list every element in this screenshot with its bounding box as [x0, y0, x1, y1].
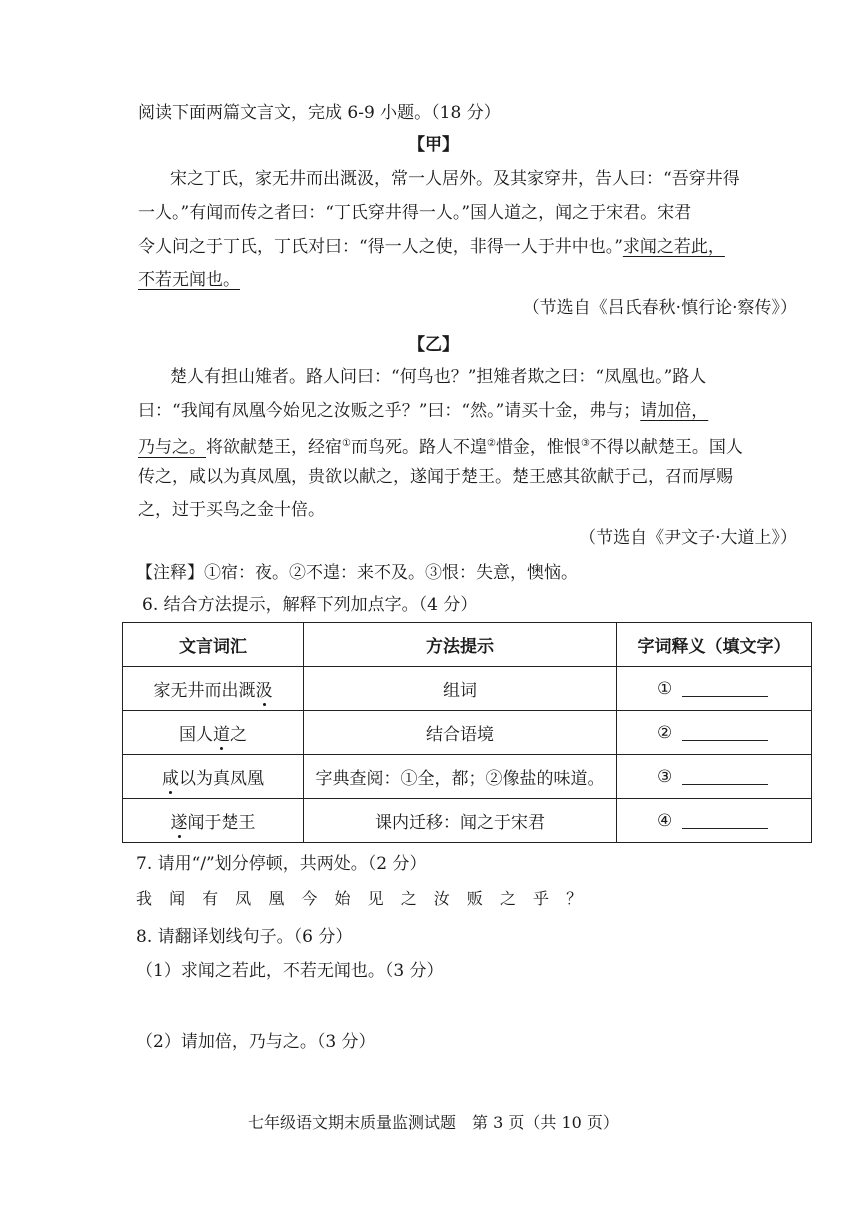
- hint-cell: 课内迁移：闻之于宋君: [304, 799, 617, 843]
- dotted-char: 汲: [255, 681, 273, 701]
- passage-a-heading: 【甲】: [408, 135, 459, 155]
- passage-b-heading: 【乙】: [408, 335, 459, 355]
- header-meaning: 字词释义（填文字）: [617, 623, 812, 667]
- underlined-sentence-b-part2: 乃与之。: [138, 437, 206, 458]
- answer-cell[interactable]: [617, 755, 812, 799]
- passage-b-line-1: 楚人有担山雉者。路人问曰：“何鸟也？”担雉者欺之曰：“凤凰也。”路人: [170, 367, 707, 387]
- table-row: [123, 799, 812, 843]
- underlined-sentence-b-part1: 请加倍，: [640, 401, 709, 421]
- hint-cell: 结合语境: [304, 711, 617, 755]
- passage-b-line-3-b: 而鸟死。路人不遑: [350, 437, 487, 458]
- passage-b-line-3-a: 将欲献楚王，经宿: [206, 437, 342, 458]
- question-8-sub1: （1）求闻之若此，不若无闻也。（3 分）: [136, 961, 444, 981]
- header-vocab: 文言词汇: [123, 623, 304, 667]
- passage-b-line-5: 之，过于买鸟之金十倍。: [138, 500, 325, 520]
- answer-number: ①: [657, 678, 673, 699]
- underlined-sentence-a-part2: 不若无闻也。: [138, 270, 240, 290]
- passage-b-line-2: [138, 399, 708, 423]
- vocab-table: [122, 622, 812, 843]
- note-marker-3: ③: [580, 438, 590, 449]
- passage-b-line-2-text: 曰：“我闻有凤凰今始见之汝贩之乎？”曰：“然。”请买十金，弗与；: [138, 401, 641, 421]
- passage-a-line-1: 宋之丁氏，家无井而出溉汲，常一人居外。及其家穿井，告人曰：“吾穿井得: [170, 169, 740, 189]
- reading-intro: 阅读下面两篇文言文，完成 6-9 小题。（18 分）: [138, 103, 501, 123]
- passage-b-line-3: [138, 432, 743, 460]
- question-7-title: 7. 请用“/”划分停顿，共两处。（2 分）: [136, 854, 427, 874]
- passage-b-source: （节选自《尹文子·大道上》）: [579, 528, 797, 548]
- table-row: [123, 667, 812, 711]
- answer-number: ③: [657, 766, 673, 787]
- hint-cell: 字典查阅：①全，都；②像盐的味道。: [304, 755, 617, 799]
- page-footer: 七年级语文期末质量监测试题 第 3 页（共 10 页）: [248, 1113, 619, 1132]
- header-method: 方法提示: [304, 623, 617, 667]
- passage-a-line-4: [138, 268, 240, 292]
- passage-b-line-3-c: 惜金，惟恨: [495, 437, 581, 458]
- answer-cell[interactable]: [617, 667, 812, 711]
- passage-a-source: （节选自《吕氏春秋·慎行论·察传》）: [522, 298, 797, 318]
- answer-cell[interactable]: [617, 711, 812, 755]
- table-row: [123, 755, 812, 799]
- answer-number: ②: [657, 722, 673, 743]
- answer-blank[interactable]: [682, 814, 768, 829]
- dotted-char: 遂: [170, 813, 188, 833]
- answer-cell[interactable]: [617, 799, 812, 843]
- question-6-title: 6. 结合方法提示，解释下列加点字。（4 分）: [142, 595, 478, 615]
- question-8-title: 8. 请翻译划线句子。（6 分）: [136, 927, 353, 947]
- passage-a-line-3: [138, 235, 725, 259]
- dotted-char: 咸: [162, 769, 179, 789]
- question-8-sub2: （2）请加倍，乃与之。（3 分）: [136, 1032, 376, 1052]
- answer-blank[interactable]: [682, 682, 768, 697]
- hint-cell: 组词: [304, 667, 617, 711]
- vocab-cell: 遂闻于楚王: [123, 799, 304, 843]
- vocab-cell: 国人道之: [123, 711, 304, 755]
- underlined-sentence-a-part1: 求闻之若此，: [622, 237, 725, 257]
- answer-blank[interactable]: [682, 726, 768, 741]
- answer-blank[interactable]: [682, 770, 768, 785]
- passage-a-line-3-text: 令人问之于丁氏，丁氏对曰：“得一人之使，非得一人于井中也。”: [138, 237, 623, 257]
- passage-b-line-3-d: 不得以献楚王。国人: [589, 437, 743, 458]
- table-header-row: [123, 623, 812, 667]
- table-row: [123, 711, 812, 755]
- passage-a-line-2: 一人。”有闻而传之者曰：“丁氏穿井得一人。”国人道之，闻之于宋君。宋君: [138, 203, 692, 223]
- dotted-char: 道: [213, 725, 230, 745]
- answer-number: ④: [657, 810, 673, 831]
- annotations: 【注释】①宿：夜。②不遑：来不及。③恨：失意，懊恼。: [136, 563, 578, 583]
- passage-b-line-4: 传之，咸以为真凤凰，贵欲以献之，遂闻于楚王。楚王感其欲献于己，召而厚赐: [138, 467, 733, 487]
- vocab-cell: 咸以为真凤凰: [123, 755, 304, 799]
- note-marker-1: ①: [342, 438, 351, 449]
- vocab-cell: 家无井而出溉汲: [123, 667, 304, 711]
- question-7-sentence[interactable]: 我 闻 有 凤 凰 今 始 见 之 汝 贩 之 乎 ？: [136, 889, 589, 908]
- note-marker-2: ②: [486, 438, 496, 449]
